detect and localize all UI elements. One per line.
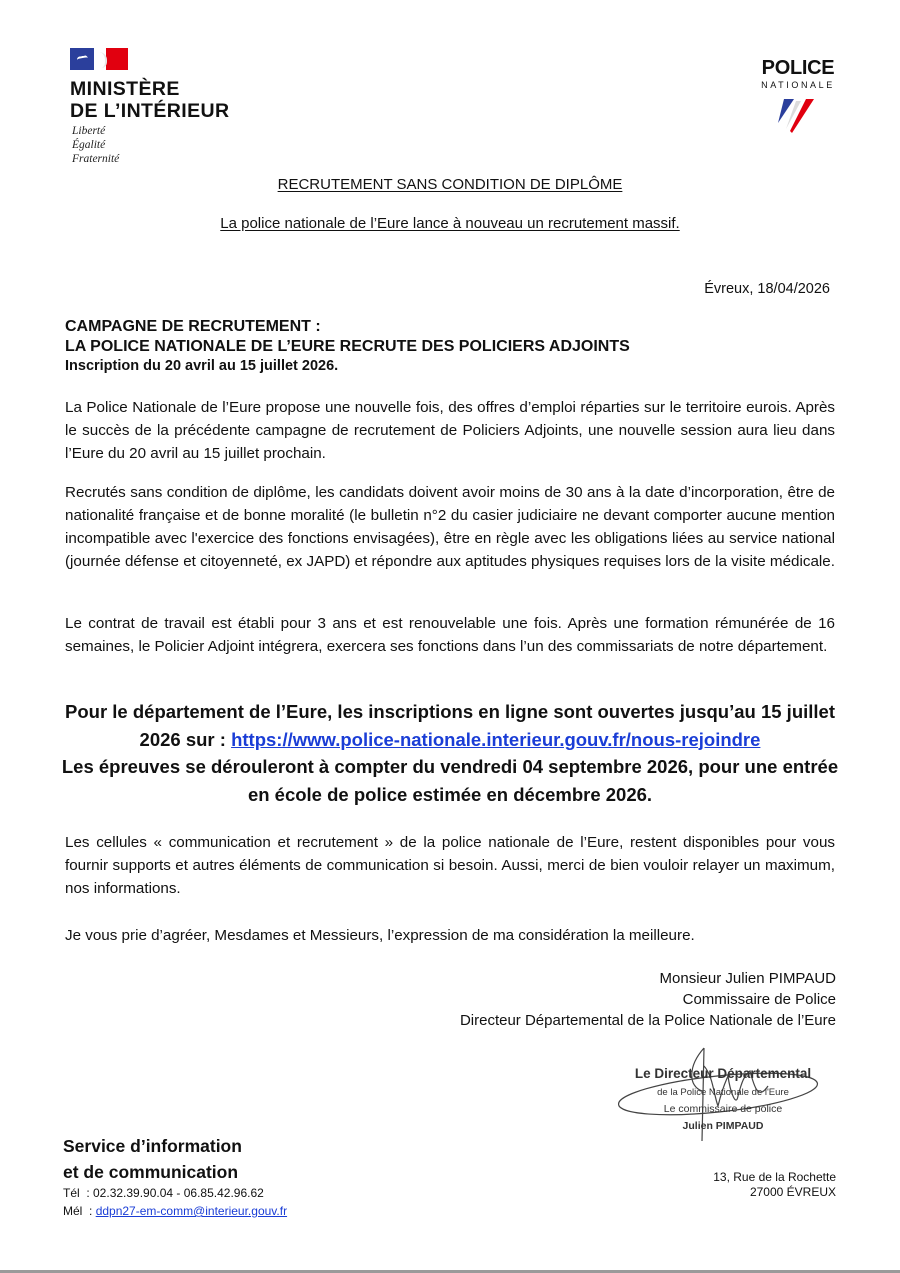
service-name-line1: Service d’information bbox=[63, 1136, 242, 1156]
address-street: 13, Rue de la Rochette bbox=[713, 1170, 836, 1184]
main-headline: RECRUTEMENT SANS CONDITION DE DIPLÔME bbox=[277, 176, 623, 193]
paragraph-communication: Les cellules « communication et recrutement » de la police nationale de l’Eure, restent disponibles pour vous fournir supports et autres éléments de communication si besoin. Aussi, merci de bien vouloir relayer un maximum, nos informations. bbox=[65, 834, 835, 897]
exam-dates-text: Les épreuves se dérouleront à compter du vendredi 04 septembre 2026, pour une entrée en école de police estimée en décembre 2026. bbox=[61, 756, 839, 805]
contact-info bbox=[63, 1184, 287, 1220]
police-nationale-logo bbox=[748, 58, 848, 135]
flag-red-band bbox=[106, 48, 128, 70]
signatory-rank: Commissaire de Police bbox=[682, 991, 836, 1008]
paragraph-requirements: Recrutés sans condition de diplôme, les candidats doivent avoir moins de 30 ans à la date d’incorporation, être de nationalité française et de bonne moralité (le bulletin n°2 du casier judiciaire ne devant comporter aucune mention incompatible avec l'exercice des fonctions envisagées), être en règle avec les obligations liées au service national (journée défense et citoyenneté, ex JAPD) et répondre aux aptitudes physiques requises lors de la visite médicale. bbox=[65, 484, 835, 570]
email-line bbox=[63, 1202, 287, 1220]
campaign-heading bbox=[65, 317, 845, 375]
registration-dates: Inscription du 20 avril au 15 juillet 2026. bbox=[65, 358, 339, 374]
ministry-name-line2: DE L’INTÉRIEUR bbox=[70, 100, 230, 122]
email-link[interactable]: ddpn27-em-comm@interieur.gouv.fr bbox=[95, 1204, 288, 1218]
motto-egalite: Égalité bbox=[72, 139, 106, 151]
signature-block bbox=[460, 968, 836, 1031]
place-and-date: Évreux, 18/04/2026 bbox=[704, 281, 830, 297]
stamp-line4: Julien PIMPAUD bbox=[682, 1120, 764, 1132]
paragraph-intro: La Police Nationale de l’Eure propose une nouvelle fois, des offres d’emploi réparties sur le territoire eurois. Après le succès de la précédente campagne de recrutement de Policiers Adjoints, une nouvelle session aura lieu dans l’Eure du 20 avril au 15 juillet prochain. bbox=[65, 399, 835, 462]
marianne-flag-logo bbox=[70, 48, 130, 70]
sub-headline: La police nationale de l’Eure lance à nouveau un recrutement massif. bbox=[220, 215, 680, 232]
police-logo-title: POLICE bbox=[761, 57, 835, 79]
stamp-line3: Le commissaire de police bbox=[663, 1103, 783, 1115]
service-name bbox=[63, 1133, 242, 1185]
phone-numbers: : 02.32.39.90.04 - 06.85.42.96.62 bbox=[86, 1186, 264, 1200]
email-label: Mél bbox=[63, 1204, 83, 1218]
campaign-heading-line1: CAMPAGNE DE RECRUTEMENT : bbox=[65, 318, 321, 335]
email-separator: : bbox=[89, 1204, 96, 1218]
police-logo-subtitle: NATIONALE bbox=[761, 80, 835, 90]
registration-link[interactable]: https://www.police-nationale.interieur.gouv.fr/nous-rejoindre bbox=[231, 728, 761, 750]
stamp-line2: de la Police Nationale de l'Eure bbox=[657, 1087, 789, 1098]
official-stamp bbox=[618, 1046, 828, 1146]
paragraph-contract: Le contrat de travail est établi pour 3 ans et est renouvelable une fois. Après une formation rémunérée de 16 semaines, le Policier Adjoint intégrera, exercera ses fonctions dans l’un des commissariats de notre département. bbox=[65, 615, 835, 655]
signatory-name: Monsieur Julien PIMPAUD bbox=[659, 970, 836, 987]
motto-liberte: Liberté bbox=[72, 125, 106, 137]
ministry-name-line1: MINISTÈRE bbox=[70, 78, 180, 100]
highlight-text: Pour le département de l’Eure, les inscriptions en ligne sont ouvertes jusqu’au 15 juillet 2026 sur : bbox=[65, 701, 835, 750]
marianne-profile-icon bbox=[94, 48, 106, 70]
paragraph-closing: Je vous prie d’agréer, Mesdames et Messieurs, l’expression de ma considération la meilleure. bbox=[65, 927, 695, 944]
campaign-heading-line2: LA POLICE NATIONALE DE L’EURE RECRUTE DES POLICIERS ADJOINTS bbox=[65, 338, 630, 355]
flag-blue-band bbox=[70, 48, 94, 70]
signatory-title: Directeur Départemental de la Police Nationale de l’Eure bbox=[459, 1012, 836, 1029]
phone-label: Tél bbox=[63, 1186, 80, 1200]
ministry-name bbox=[70, 78, 229, 122]
address-city: 27000 ÉVREUX bbox=[749, 1185, 836, 1199]
service-name-line2: et de communication bbox=[63, 1162, 239, 1182]
stamp-line1: Le Directeur Départemental bbox=[634, 1066, 812, 1081]
postal-address bbox=[713, 1170, 836, 1200]
tricolor-swoosh-icon bbox=[768, 95, 828, 135]
phone-line bbox=[63, 1184, 287, 1202]
registration-highlight bbox=[60, 698, 840, 808]
republic-motto bbox=[72, 124, 119, 166]
motto-fraternite: Fraternité bbox=[72, 153, 120, 165]
